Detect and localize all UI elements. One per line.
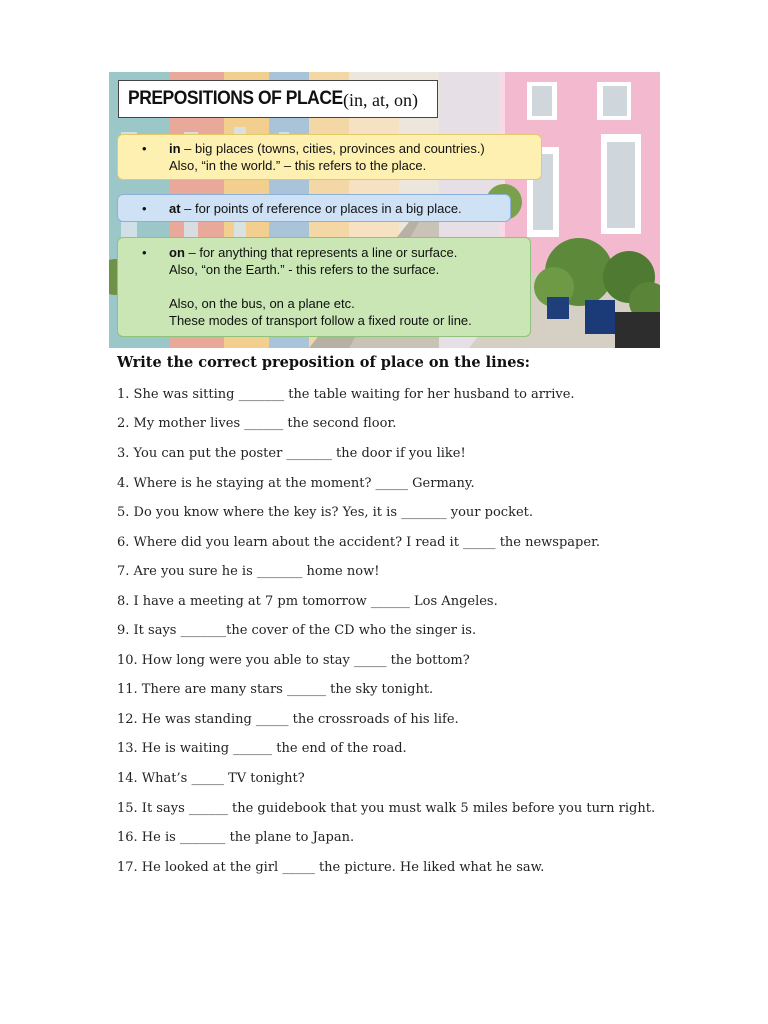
keyword-on: on [169,245,185,260]
question-17: 17. He looked at the girl _____ the picture. He liked what he saw. [117,860,545,875]
header-banner [109,72,660,348]
rule-on-line-2: Also, “on the Earth.” - this refers to the surface. [169,262,440,277]
rule-on-line-3: Also, on the bus, on a plane etc. [169,296,355,311]
rule-at-line-1 [169,200,462,217]
question-13: 13. He is waiting ______ the end of the road. [117,741,407,756]
question-5: 5. Do you know where the key is? Yes, it is _______ your pocket. [117,505,533,520]
question-7: 7. Are you sure he is _______ home now! [117,564,380,579]
rule-in-line-2: Also, “in the world.” – this refers to the place. [169,158,427,173]
rule-box-on [117,237,531,337]
rule-box-in [117,134,542,180]
question-10: 10. How long were you able to stay _____ the bottom? [117,653,470,668]
question-15: 15. It says ______ the guidebook that you must walk 5 miles before you turn right. [117,801,656,816]
question-2: 2. My mother lives ______ the second floor. [117,416,397,431]
keyword-at: at [169,201,181,216]
question-4: 4. Where is he staying at the moment? _____ Germany. [117,476,475,491]
question-16: 16. He is _______ the plane to Japan. [117,830,355,845]
rule-on-text: – for anything that represents a line or surface. [184,245,458,260]
rule-at-text: – for points of reference or places in a big place. [180,201,462,216]
question-1: 1. She was sitting _______ the table waiting for her husband to arrive. [117,387,575,402]
question-6: 6. Where did you learn about the accident? I read it _____ the newspaper. [117,535,600,550]
exercise-heading: Write the correct preposition of place on the lines: [117,354,530,371]
rule-box-at [117,194,511,222]
keyword-in: in [169,141,181,156]
bullet-at: • [142,201,147,216]
rule-in-line-1 [169,140,485,157]
question-9: 9. It says _______the cover of the CD who the singer is. [117,623,477,638]
question-8: 8. I have a meeting at 7 pm tomorrow ______ Los Angeles. [117,594,498,609]
page-subtitle: (in, at, on) [343,90,418,110]
rule-on-line-1 [169,244,457,261]
question-3: 3. You can put the poster _______ the door if you like! [117,446,466,461]
question-12: 12. He was standing _____ the crossroads of his life. [117,712,459,727]
rule-in-text: – big places (towns, cities, provinces and countries.) [180,141,485,156]
title-box [118,80,438,118]
bullet-in: • [142,141,147,156]
question-14: 14. What’s _____ TV tonight? [117,771,305,786]
question-11: 11. There are many stars ______ the sky tonight. [117,682,434,697]
bullet-on: • [142,245,147,260]
rule-on-line-4: These modes of transport follow a fixed route or line. [169,313,472,328]
page-title: PREPOSITIONS OF PLACE [128,88,343,109]
